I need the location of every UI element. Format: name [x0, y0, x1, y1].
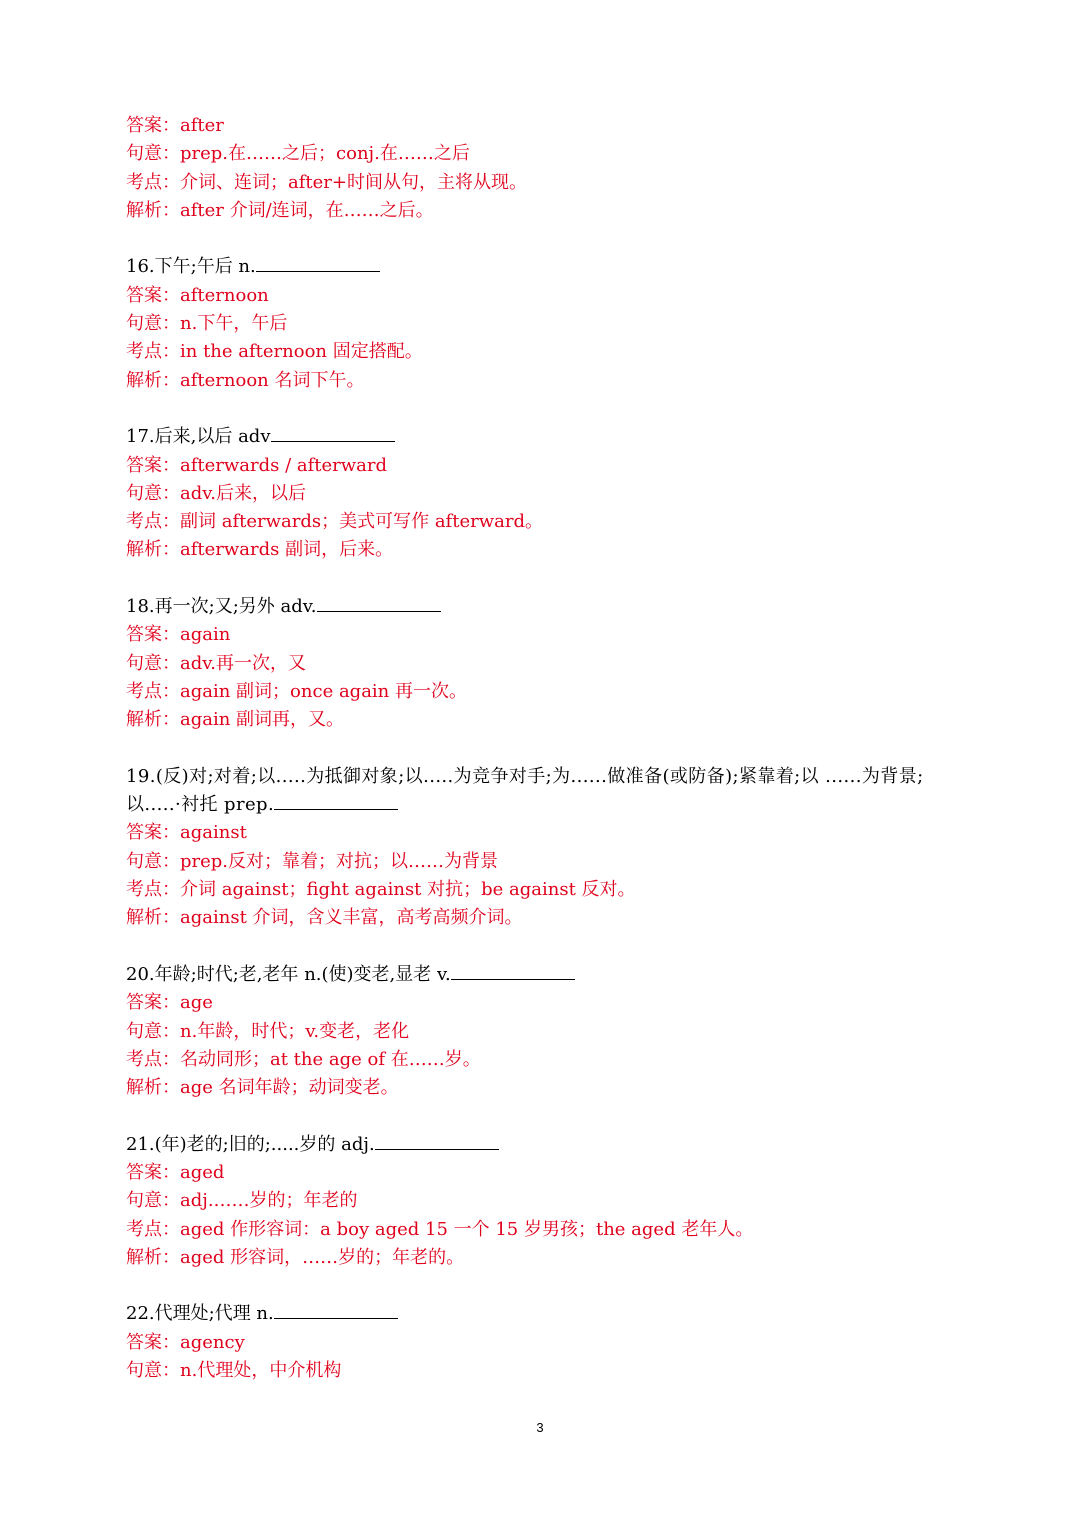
answer-line: 答案：aged — [126, 1161, 225, 1183]
point-line: 考点：名动同形；at the age of 在……岁。 — [126, 1048, 481, 1070]
question-line — [126, 961, 956, 989]
answer-line: 答案：afternoon — [126, 284, 269, 306]
spacer — [126, 565, 956, 593]
answer-line: 答案：age — [126, 992, 213, 1014]
answer-blank — [256, 253, 380, 272]
analysis-line: 解析：afternoon 名词下午。 — [126, 369, 365, 391]
answer-line: 答案：against — [126, 822, 247, 844]
question-line — [126, 423, 956, 451]
answer-blank — [274, 791, 398, 810]
point-line: 考点：副词 afterwards；美式可写作 afterward。 — [126, 511, 543, 533]
entry-17 — [126, 423, 956, 564]
page-content — [126, 112, 956, 1385]
question-text: 22.代理处;代理 n. — [126, 1303, 274, 1325]
answer-blank — [451, 961, 575, 980]
page-number: 3 — [536, 1420, 544, 1435]
point-line: 考点：in the afternoon 固定搭配。 — [126, 341, 423, 363]
entry-16 — [126, 253, 956, 394]
analysis-line: 解析：against 介词，含义丰富，高考高频介词。 — [126, 907, 523, 929]
meaning-line: 句意：adv.再一次，又 — [126, 652, 307, 674]
analysis-line: 解析：age 名词年龄；动词变老。 — [126, 1077, 399, 1099]
spacer — [126, 1272, 956, 1300]
spacer — [126, 933, 956, 961]
meaning-line: 句意：adj.……岁的；年老的 — [126, 1190, 358, 1212]
point-line: 考点：介词 against；fight against 对抗；be against 反对。 — [126, 879, 636, 901]
entry-21 — [126, 1131, 956, 1272]
analysis-line: 解析：aged 形容词，……岁的；年老的。 — [126, 1246, 465, 1268]
analysis-line: 解析：afterwards 副词，后来。 — [126, 539, 394, 561]
analysis-line: 解析：after 介词/连词，在……之后。 — [126, 199, 434, 221]
answer-line: 答案：after — [126, 115, 224, 136]
question-text: 21.(年)老的;旧的;.....岁的 adj. — [126, 1133, 375, 1155]
point-line: 考点：介词、连词；after+时间从句，主将从现。 — [126, 171, 527, 193]
meaning-line: 句意：n.年龄，时代；v.变老，老化 — [126, 1020, 410, 1042]
spacer — [126, 1102, 956, 1130]
question-line — [126, 1131, 956, 1159]
meaning-line: 句意：n.下午，午后 — [126, 313, 288, 335]
answer-line: 答案：afterwards / afterward — [126, 454, 388, 476]
question-line — [126, 593, 956, 621]
entry-fragment — [126, 112, 956, 225]
analysis-line: 解析：again 副词再，又。 — [126, 709, 345, 731]
entry-19 — [126, 763, 956, 933]
answer-blank — [271, 423, 395, 442]
spacer — [126, 225, 956, 253]
entry-18 — [126, 593, 956, 734]
question-line — [126, 1300, 956, 1328]
spacer — [126, 395, 956, 423]
meaning-line: 句意：prep.在……之后；conj.在……之后 — [126, 143, 470, 165]
answer-blank — [317, 593, 441, 612]
meaning-line: 句意：prep.反对；靠着；对抗；以……为背景 — [126, 850, 499, 872]
spacer — [126, 735, 956, 763]
question-line — [126, 763, 956, 820]
entry-20 — [126, 961, 956, 1102]
question-text: 17.后来,以后 adv — [126, 426, 271, 448]
answer-line: 答案：again — [126, 624, 231, 646]
question-text: 20.年龄;时代;老,老年 n.(使)变老,显老 v. — [126, 963, 451, 985]
answer-blank — [375, 1131, 499, 1150]
question-text: 18.再一次;又;另外 adv. — [126, 596, 317, 618]
entry-22 — [126, 1300, 956, 1385]
point-line: 考点：again 副词；once again 再一次。 — [126, 680, 467, 702]
question-line — [126, 253, 956, 281]
meaning-line: 句意：n.代理处，中介机构 — [126, 1360, 342, 1382]
answer-line: 答案：agency — [126, 1331, 245, 1353]
question-text: 19.(反)对;对着;以.....为抵御对象;以.....为竞争对手;为......做准备(或防备);紧靠着;以 ......为背景;以.....·衬托 prep. — [126, 765, 924, 816]
question-text: 16.下午;午后 n. — [126, 256, 256, 278]
answer-blank — [274, 1300, 398, 1319]
meaning-line: 句意：adv.后来，以后 — [126, 482, 307, 504]
point-line: 考点：aged 作形容词：a boy aged 15 一个 15 岁男孩；the aged 老年人。 — [126, 1218, 754, 1240]
